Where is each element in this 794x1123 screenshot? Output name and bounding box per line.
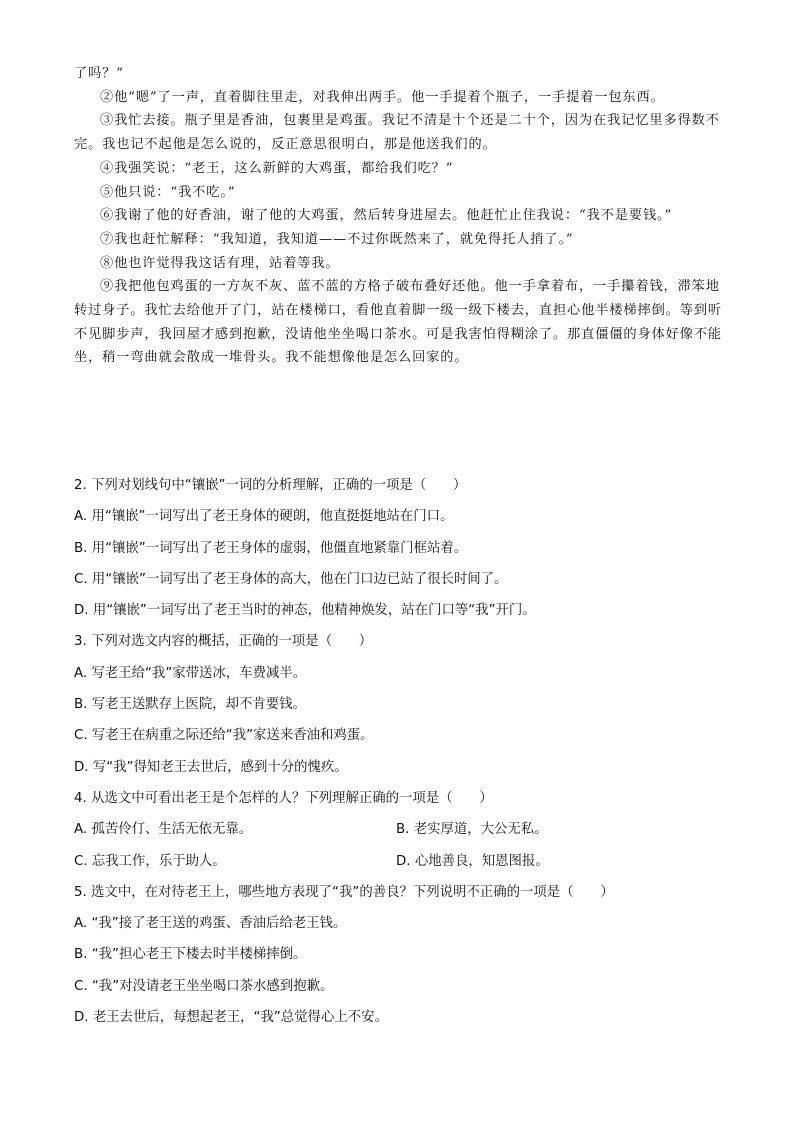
question-4-option-d: D. 心地善良，知恩图报。 [396,853,549,869]
passage-paragraph-3: ③我忙去接。瓶子里是香油，包裹里是鸡蛋。我记不清是十个还是二十个，因为在我记忆里多得数不完。我也记不起他是怎么说的，反正意思很明白，那是他送我们的。 [74,113,720,153]
question-4-options-row-2 [74,846,724,877]
question-3-option-a: A. 写老王给“我”家带送冰，车费减半。 [74,665,307,681]
passage-paragraph-5: ⑤他只说：“我不吃。” [100,184,236,200]
question-4-option-b: B. 老实厚道，大公无私。 [396,822,548,838]
question-5-option-c: C. “我”对没请老王坐坐喝口茶水感到抱歉。 [74,978,334,994]
question-2-option-d: D. 用“镶嵌”一词写出了老王当时的神态，他精神焕发，站在门口等“我”开门。 [74,603,536,619]
question-4-option-c: C. 忘我工作，乐于助人。 [74,853,226,869]
passage-paragraph-2: ②他“嗯”了一声，直着脚往里走，对我伸出两手。他一手提着个瓶子，一手提着一包东西。 [100,89,665,105]
question-5-option-b: B. “我”担心老王下楼去时半楼梯摔倒。 [74,947,307,963]
passage-paragraph-8: ⑧他也许觉得我这话有理，站着等我。 [100,255,340,271]
question-2-option-c: C. 用“镶嵌”一词写出了老王身体的高大，他在门口边已站了很长时间了。 [74,571,508,587]
passage-paragraph-6: ⑥我谢了他的好香油，谢了他的大鸡蛋，然后转身进屋去。他赶忙止住我说：“我不是要钱。” [100,208,673,224]
question-2-option-a: A. 用“镶嵌”一词写出了老王身体的硬朗，他直挺挺地站在门口。 [74,509,454,525]
passage-line: 了吗？” [74,66,124,81]
question-4-stem: 4. 从选文中可看出老王是个怎样的人？下列理解正确的一项是（ ） [74,790,493,806]
question-4-option-a: A. 孤苦伶仃、生活无依无靠。 [74,822,253,838]
question-3-option-c: C. 写老王在病重之际还给“我”家送来香油和鸡蛋。 [74,728,374,744]
question-4-options-row-1 [74,814,724,845]
question-5-stem: 5. 选文中，在对待老王上，哪些地方表现了“我”的善良？下列说明不正确的一项是（ ） [74,884,614,900]
question-5-option-d: D. 老王去世后，每想起老王，“我”总觉得心上不安。 [74,1010,388,1026]
passage-paragraph-4: ④我强笑说：“老王，这么新鲜的大鸡蛋，都给我们吃？” [100,160,454,176]
reading-passage [74,62,724,370]
question-3-option-d: D. 写“我”得知老王去世后，感到十分的愧疚。 [74,759,348,775]
passage-paragraph-7: ⑦我也赶忙解释：“我知道，我知道——不过你既然来了，就免得托人捎了。” [100,231,574,247]
question-5-option-a: A. “我”接了老王送的鸡蛋、香油后给老王钱。 [74,916,347,932]
passage-paragraph-9: ⑨我把他包鸡蛋的一方灰不灰、蓝不蓝的方格子破布叠好还他。他一手拿着布，一手攥着钱，滞笨地转过身子。我忙去给他开了门，站在楼梯口，看他直着脚一级一级下楼去，直担心他半楼梯摔倒。等到听不见脚步声，我回屋才感到抱歉，没请他坐坐喝口茶水。可是我害怕得糊涂了。那直僵僵的身体好像不能坐，稍一弯曲就会散成一堆骨头。我不能想像他是怎么回家的。 [74,279,723,366]
question-2-stem: 2. 下列对划线句中“镶嵌”一词的分析理解，正确的一项是（ ） [74,478,467,493]
question-3-option-b: B. 写老王送默存上医院，却不肯要钱。 [74,697,306,713]
question-2-option-b: B. 用“镶嵌”一词写出了老王身体的虚弱，他僵直地紧靠门框站着。 [74,540,468,556]
question-3-stem: 3. 下列对选文内容的概括，正确的一项是（ ） [74,634,373,650]
question-list [74,470,724,1033]
